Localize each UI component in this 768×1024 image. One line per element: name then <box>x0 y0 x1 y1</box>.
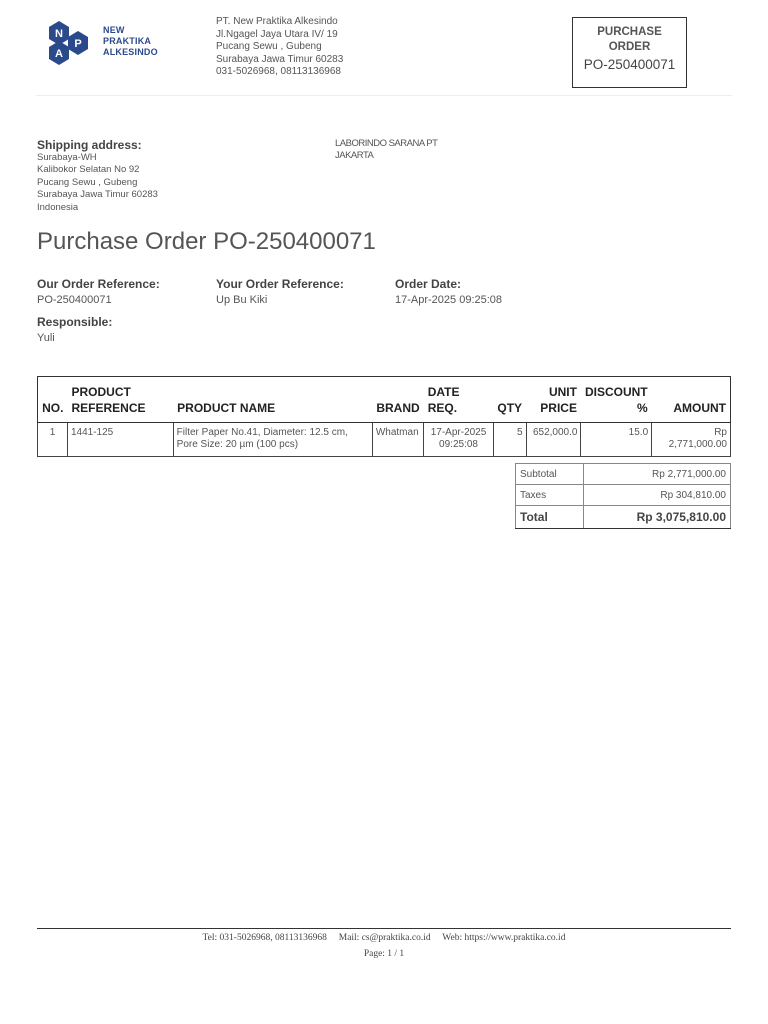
col-header-product-reference <box>67 377 173 423</box>
shipping-address-line: Surabaya-WH <box>37 152 97 163</box>
col-header-product-reference-line-2: REFERENCE <box>71 400 146 415</box>
logo-line-2: PRAKTIKA <box>103 36 152 46</box>
col-header-unit-price-line-1: UNIT <box>548 385 577 399</box>
footer-divider <box>37 928 731 929</box>
company-address-line: Pucang Sewu , Gubeng <box>216 41 322 52</box>
logo-letter-n: N <box>55 28 63 40</box>
responsible-label: Responsible: <box>37 315 113 329</box>
taxes-row <box>516 485 731 506</box>
col-header-unit-price-line-2: PRICE <box>540 400 577 415</box>
cell-discount: 15.0 <box>581 423 652 457</box>
col-header-date-req: DATE REQ. <box>424 377 494 423</box>
our-order-reference-value: PO-250400071 <box>37 294 112 306</box>
taxes-label: Taxes <box>516 485 584 506</box>
table-row <box>38 423 731 457</box>
responsible-value: Yuli <box>37 332 55 344</box>
cell-date-req-time: 09:25:08 <box>439 439 478 450</box>
order-date-value: 17-Apr-2025 09:25:08 <box>395 294 503 306</box>
taxes-value: Rp 304,810.00 <box>584 485 731 506</box>
page-number: Page: 1 / 1 <box>363 949 405 959</box>
company-address-line: Jl.Ngagel Jaya Utara IV/ 19 <box>216 28 338 40</box>
subtotal-value: Rp 2,771,000.00 <box>584 464 731 485</box>
cell-qty: 5 <box>493 423 526 457</box>
col-header-unit-price <box>526 377 581 423</box>
shipping-address-line: Indonesia <box>37 201 79 213</box>
shipping-address-line: Pucang Sewu , Gubeng <box>37 176 138 188</box>
col-header-discount-line-2: % <box>636 400 648 415</box>
po-box-number: PO-250400071 <box>583 57 676 72</box>
po-box-title-line-1: PURCHASE <box>597 26 662 38</box>
col-header-discount-line-1: DISCOUNT <box>584 385 648 399</box>
table-header-row <box>38 377 731 423</box>
company-address <box>216 16 343 79</box>
your-order-reference-label: Your Order Reference: <box>216 277 344 291</box>
cell-product-name: Filter Paper No.41, Diameter: 12.5 cm, Pore Size: 20 µm (100 pcs) <box>173 423 372 457</box>
company-name: PT. New Praktika Alkesindo <box>216 16 338 27</box>
vendor-address <box>335 138 437 162</box>
cell-brand: Whatman <box>372 423 423 457</box>
col-header-discount <box>581 377 652 423</box>
order-date-label: Order Date: <box>395 277 462 291</box>
logo-letter-p: P <box>74 38 82 50</box>
totals-table <box>515 463 731 529</box>
company-address-line: Surabaya Jawa Timur 60283 <box>216 53 344 65</box>
logo-line-1: NEW <box>103 25 125 35</box>
cell-no: 1 <box>38 423 68 457</box>
po-number-box <box>572 17 687 88</box>
footer-contact: Tel: 031-5026968, 08113136968 Mail: cs@praktika.co.id Web: https://www.praktika.co.id <box>202 933 566 943</box>
total-row <box>516 506 731 529</box>
cell-unit-price: 652,000.0 <box>526 423 581 457</box>
shipping-address <box>37 152 158 214</box>
shipping-address-line: Surabaya Jawa Timur 60283 <box>37 189 158 201</box>
our-order-reference-label: Our Order Reference: <box>37 277 160 291</box>
total-value: Rp 3,075,810.00 <box>584 506 731 529</box>
po-box-title <box>573 25 686 55</box>
col-header-brand: BRAND <box>372 377 423 423</box>
vendor-city: JAKARTA <box>335 150 374 162</box>
header-divider <box>36 95 732 96</box>
order-lines-table <box>37 376 731 457</box>
col-header-product-name: PRODUCT NAME <box>173 377 372 423</box>
shipping-address-label: Shipping address: <box>37 138 142 152</box>
cell-date-req <box>424 423 494 457</box>
logo-letter-a: A <box>55 48 63 60</box>
subtotal-label: Subtotal <box>516 464 584 485</box>
your-order-reference-value: Up Bu Kiki <box>216 294 268 306</box>
vendor-name: LABORINDO SARANA PT <box>335 138 438 149</box>
page-title: Purchase Order PO-250400071 <box>37 228 376 255</box>
logo-mark-icon <box>44 18 104 68</box>
company-phone: 031-5026968, 08113136968 <box>216 66 341 77</box>
col-header-qty: QTY <box>493 377 526 423</box>
logo-wordmark <box>103 25 158 58</box>
total-label: Total <box>516 506 584 529</box>
logo-line-3: ALKESINDO <box>103 47 158 57</box>
cell-date-req-date: 17-Apr-2025 <box>430 427 487 438</box>
subtotal-row <box>516 464 731 485</box>
col-header-no: NO. <box>38 377 68 423</box>
cell-amount: Rp 2,771,000.00 <box>652 423 731 457</box>
col-header-amount: AMOUNT <box>652 377 731 423</box>
shipping-address-line: Kalibokor Selatan No 92 <box>37 164 140 176</box>
cell-product-reference: 1441-125 <box>67 423 173 457</box>
po-box-title-line-2: ORDER <box>608 41 651 53</box>
col-header-product-reference-line-1: PRODUCT <box>71 385 131 399</box>
